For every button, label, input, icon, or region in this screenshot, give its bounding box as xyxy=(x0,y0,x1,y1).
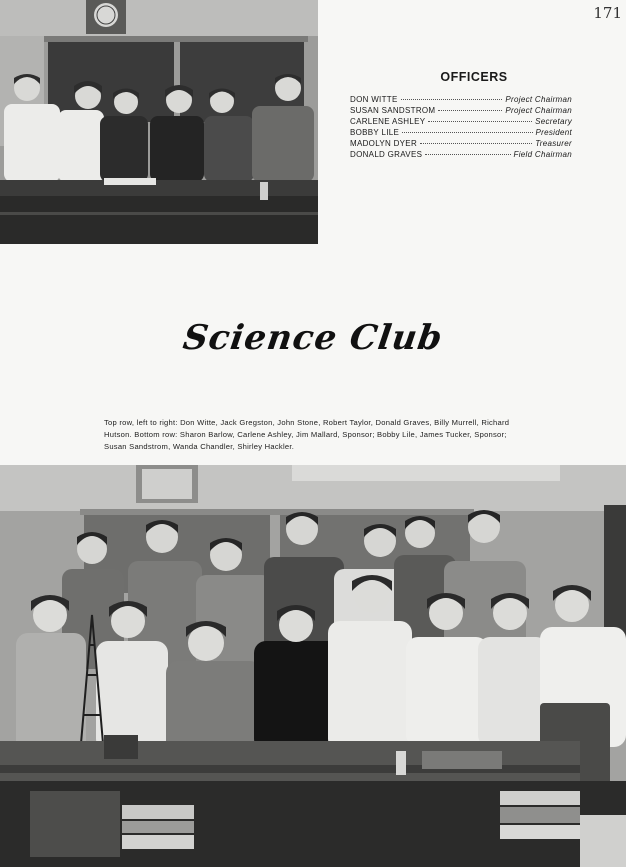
page-number: 171 xyxy=(593,4,622,22)
officer-name: SUSAN SANDSTROM xyxy=(350,106,436,115)
officers-heading: OFFICERS xyxy=(440,70,508,84)
officer-name: MADOLYN DYER xyxy=(350,139,418,148)
officer-name: CARLENE ASHLEY xyxy=(350,117,426,126)
club-title: Science Club xyxy=(180,318,446,358)
officer-role: Project Chairman xyxy=(505,95,572,104)
officer-row xyxy=(350,149,572,160)
officer-row xyxy=(350,94,572,105)
officer-role: Secretary xyxy=(535,117,572,126)
officer-name: DON WITTE xyxy=(350,95,398,104)
dot-leader xyxy=(438,110,502,111)
dot-leader xyxy=(428,121,532,122)
dot-leader xyxy=(425,154,510,155)
officers-photo xyxy=(0,0,318,244)
officer-name: DONALD GRAVES xyxy=(350,150,423,159)
officer-role: Treasurer xyxy=(535,139,572,148)
officer-row xyxy=(350,116,572,127)
club-group-photo xyxy=(0,465,626,867)
officer-row xyxy=(350,105,572,116)
officer-row xyxy=(350,138,572,149)
officer-role: President xyxy=(535,128,572,137)
officer-name: BOBBY LILE xyxy=(350,128,400,137)
officer-row xyxy=(350,127,572,138)
officers-list xyxy=(346,70,572,160)
photo-caption: Top row, left to right: Don Witte, Jack Gregston, John Stone, Robert Taylor, Donald Graves, Billy Murrell, Richard Hutson. Bottom row: Sharon Barlow, Carlene Ashley, Jim Mallard, Sponsor; Bobby Lile, James Tucker, Sponsor; Susan Sandstrom, Wanda Chandler, Shirley Hackler. xyxy=(104,418,510,451)
officer-role: Project Chairman xyxy=(505,106,572,115)
dot-leader xyxy=(420,143,532,144)
dot-leader xyxy=(401,99,503,100)
dot-leader xyxy=(402,132,532,133)
officer-role: Field Chairman xyxy=(513,150,572,159)
